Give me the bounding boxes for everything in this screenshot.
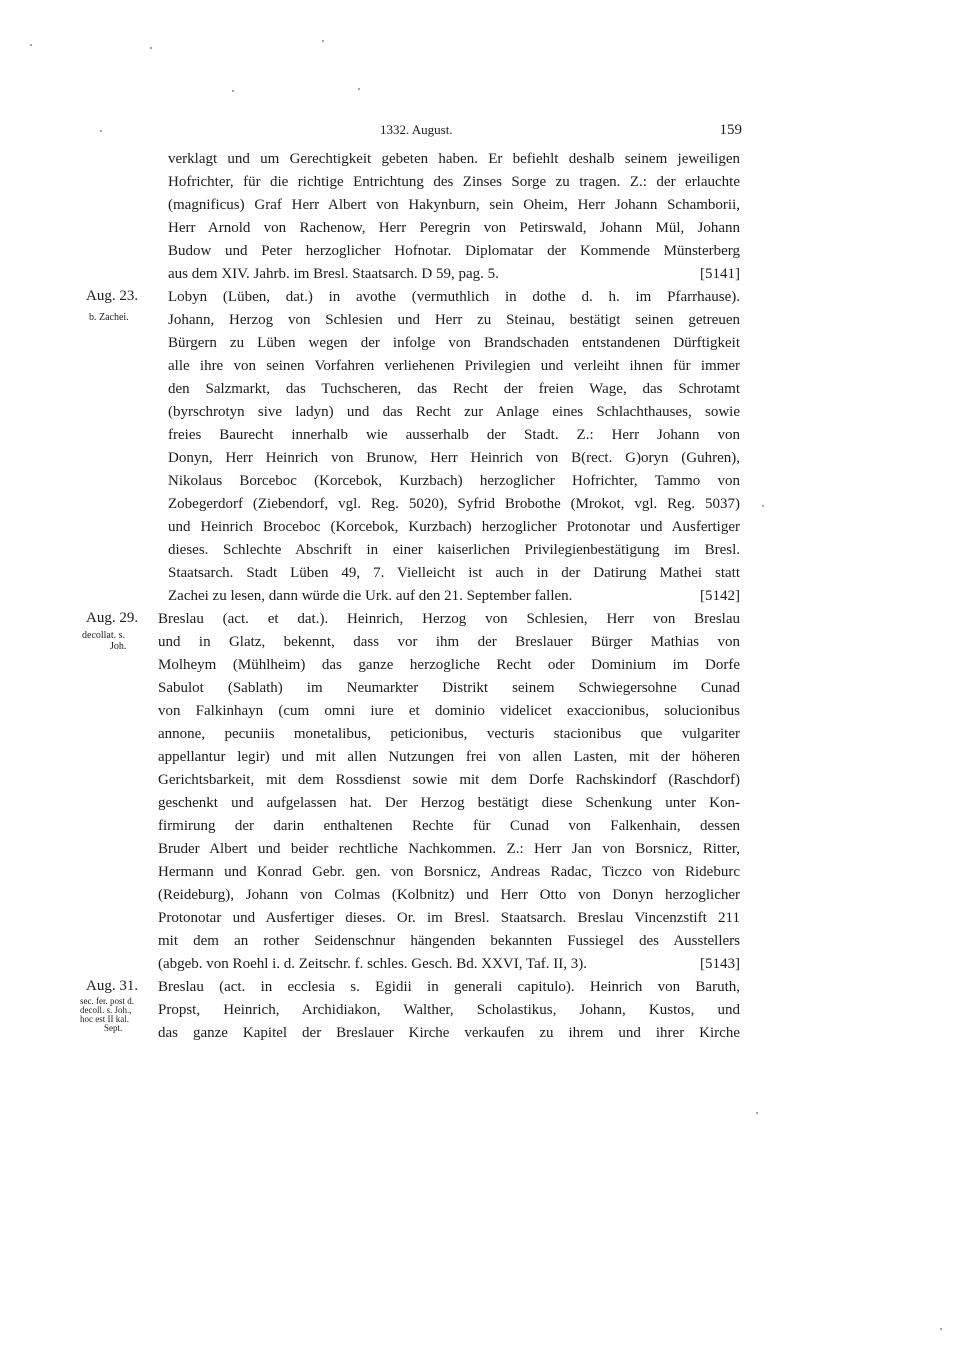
text-line-32: Hermann und Konrad Gebr. gen. von Borsnicz, Andreas Radac, Ticzco von Rideburc [158,864,740,880]
text-line-13: freies Baurecht innerhalb wie ausserhalb der Stadt. Z.: Herr Johann von [168,427,740,443]
text-line-6-content: aus dem XIV. Jahrb. im Bresl. Staatsarch. D 59, pag. 5. [168,266,499,282]
text-line-15: Nikolaus Borceboc (Korcebok, Kurzbach) herzoglicher Hofrichter, Tammo von [168,473,740,489]
text-line-31: Bruder Albert und beider rechtliche Nachkommen. Z.: Herr Jan von Borsnicz, Ritter, [158,841,740,857]
text-line-24: Sabulot (Sablath) im Neumarkter Distrikt seinem Schwiegersohne Cunad [158,680,740,696]
text-line-39: das ganze Kapitel der Breslauer Kirche verkaufen zu ihrem und ihrer Kirche [158,1025,740,1041]
regest-number-5142: [5142] [700,588,740,604]
margin-date-aug-23: Aug. 23. [86,288,139,304]
text-line-28: Gerichtsbarkeit, mit dem Rossdienst sowie mit dem Dorfe Rachskindorf (Raschdorf) [158,772,740,788]
text-line-2: Hofrichter, für die richtige Entrichtung des Zinses Sorge zu tragen. Z.: der erlauchte [168,174,740,190]
scan-speck [150,47,152,49]
text-line-25: von Falkinhayn (cum omni iure et dominio videlicet exaccionibus, solucionibus [158,703,740,719]
text-line-21: Breslau (act. et dat.). Heinrich, Herzog von Schlesien, Herr von Breslau [158,611,740,627]
text-line-22: und in Glatz, bekennt, dass vor ihm der Breslauer Bürger Mathias von [158,634,740,650]
text-line-4: Herr Arnold von Rachenow, Herr Peregrin von Petirswald, Johann Mül, Johann [168,220,740,236]
text-line-36-content: (abgeb. von Roehl i. d. Zeitschr. f. schles. Gesch. Bd. XXVI, Taf. II, 3). [158,956,587,972]
text-line-38: Propst, Heinrich, Archidiakon, Walther, Scholastikus, Johann, Kustos, und [158,1002,740,1018]
scan-speck [940,1328,942,1330]
text-line-36 [158,955,740,973]
text-line-5: Budow und Peter herzoglicher Hofnotar. Diplomatar der Kommende Münsterberg [168,243,740,259]
margin-date-aug-31: Aug. 31. [86,978,139,994]
text-line-27: appellantur legir) und mit allen Nutzungen frei von allen Lasten, mit der höheren [158,749,740,765]
text-line-7: Lobyn (Lüben, dat.) in avothe (vermuthlich in dothe d. h. im Pfarrhause). [168,289,740,305]
scan-speck [100,130,102,132]
text-line-37: Breslau (act. in ecclesia s. Egidii in generali capitulo). Heinrich von Baruth, [158,979,740,995]
margin-note-sept: Sept. [104,1023,123,1033]
text-line-11: den Salzmarkt, das Tuchscheren, das Recht der freien Wage, das Schrotamt [168,381,740,397]
text-line-9: Bürgern zu Lüben wegen der infolge von Brandschaden entstandenen Dürftigkeit [168,335,740,351]
text-line-16: Zobegerdorf (Ziebendorf, vgl. Reg. 5020), Syfrid Brobothe (Mrokot, vgl. Reg. 5037) [168,496,740,512]
scan-speck [358,88,360,90]
text-line-12: (byrschrotyn sive ladyn) und das Recht zur Anlage eines Schlachthauses, sowie [168,404,740,420]
text-line-19: Staatsarch. Stadt Lüben 49, 7. Vielleicht ist auch in der Datirung Mathei statt [168,565,740,581]
running-header-date: 1332. August. [380,122,453,137]
text-line-6 [168,265,740,283]
scan-speck [322,40,324,42]
margin-note-hoc-est: hoc est II kal. [80,1014,129,1024]
text-line-20-content: Zachei zu lesen, dann würde die Urk. auf den 21. September fallen. [168,588,573,604]
text-line-29: geschenkt und aufgelassen hat. Der Herzog bestätigt diese Schenkung unter Kon- [158,795,740,811]
text-line-35: mit dem an rother Seidenschnur hängenden bekannten Fussiegel des Ausstellers [158,933,740,949]
text-line-33: (Reideburg), Johann von Colmas (Kolbnitz) und Herr Otto von Donyn herzoglicher [158,887,740,903]
regest-number-5143: [5143] [700,956,740,972]
margin-note-decollat: decollat. s. [82,630,126,641]
text-line-18: dieses. Schlechte Abschrift in einer kaiserlichen Privilegienbestätigung im Bresl. [168,542,740,558]
scan-speck [762,505,764,507]
text-line-30: firmirung der darin enthaltenen Rechte für Cunad von Falkenhain, dessen [158,818,740,834]
scan-speck [232,90,234,92]
text-line-17: und Heinrich Broceboc (Korcebok, Kurzbach) herzoglicher Protonotar und Ausfertiger [168,519,740,535]
page-number: 159 [719,122,742,138]
text-line-3: (magnificus) Graf Herr Albert von Hakynburn, sein Oheim, Herr Johann Schamborii, [168,197,740,213]
text-line-8: Johann, Herzog von Schlesien und Herr zu Steinau, bestätigt seinen getreuen [168,312,740,328]
margin-note-decoll: decoll. s. Joh., [80,1005,132,1015]
text-line-34: Protonotar und Ausfertiger dieses. Or. im Bresl. Staatsarch. Breslau Vincenzstift 211 [158,910,740,926]
text-line-26: annone, pecuniis monetalibus, peticionibus, vecturis stacionibus que vulgariter [158,726,740,742]
text-line-1: verklagt und um Gerechtigkeit gebeten haben. Er befiehlt deshalb seinem jeweiligen [168,151,740,167]
margin-note-sec-fer: sec. fer. post d. [80,996,134,1006]
text-line-14: Donyn, Herr Heinrich von Brunow, Herr Heinrich von B(rect. G)oryn (Guhren), [168,450,740,466]
text-line-23: Molheym (Mühlheim) das ganze herzogliche Recht oder Dominium im Dorfe [158,657,740,673]
regest-number-5141: [5141] [700,266,740,282]
margin-note-zachei: b. Zachei. [89,312,129,323]
margin-date-aug-29: Aug. 29. [86,610,139,626]
text-line-20 [168,587,740,605]
text-line-10: alle ihre von seinen Vorfahren verliehenen Privilegien und verleiht ihnen für immer [168,358,740,374]
scan-speck [30,44,32,46]
margin-note-joh: Joh. [110,641,127,652]
scan-speck [756,1112,758,1114]
